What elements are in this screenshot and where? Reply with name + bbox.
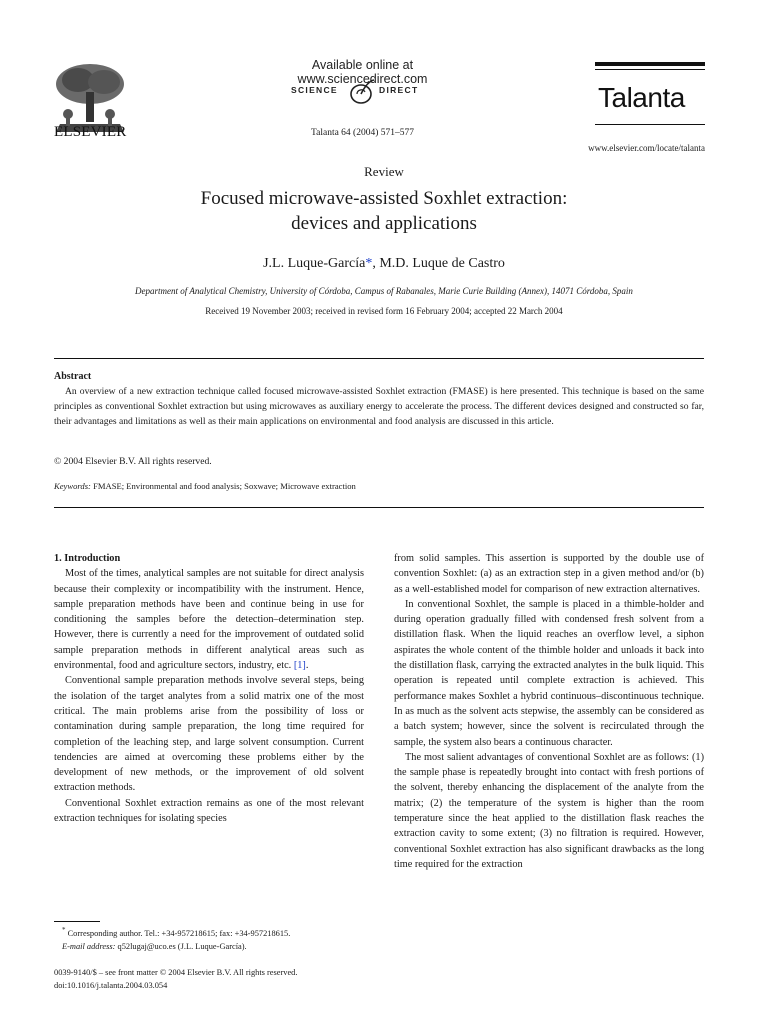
- journal-citation: Talanta 64 (2004) 571–577: [310, 128, 415, 138]
- paragraph-text-end: .: [305, 660, 309, 672]
- journal-rule-thick: [595, 62, 705, 66]
- paragraph: from solid samples. This assertion is supported by the double use of convention Soxhlet: (a) as an extraction step in a given method and/or (b) as a well-established model for comparison of new extraction alternatives.: [394, 553, 704, 595]
- abstract-heading: Abstract: [54, 371, 92, 382]
- received-dates: Received 19 November 2003; received in revised form 16 February 2004; accepted 22 March 2004: [205, 306, 563, 316]
- author-list: [0, 256, 768, 272]
- author-2: , M.D. Luque de Castro: [372, 256, 505, 271]
- title-line-1: Focused microwave-assisted Soxhlet extraction:: [200, 188, 568, 209]
- body-column-right: [394, 551, 704, 872]
- abstract-text: An overview of a new extraction technique called focused microwave-assisted Soxhlet extraction (FMASE) is here presented. This technique is based on the same principles as conventional Soxhlet extraction but using microwaves as auxiliary energy to accelerate the process. The different devices designed and constructed so far, their advantages and limitations as well as their main applications on environmental and food analysis are discussed in this article.: [54, 386, 704, 427]
- keywords-list: FMASE; Environmental and food analysis; Soxwave; Microwave extraction: [90, 481, 356, 491]
- corresponding-author-mark[interactable]: *: [365, 256, 373, 271]
- title-line-2: devices and applications: [291, 213, 477, 234]
- sciencedirect-logo[interactable]: [255, 78, 470, 106]
- available-online-text[interactable]: Available online at www.sciencedirect.com: [297, 58, 428, 86]
- sciencedirect-left-word: SCIENCE: [291, 85, 338, 95]
- journal-rule-bottom: [595, 124, 705, 125]
- doi-line[interactable]: doi:10.1016/j.talanta.2004.03.054: [54, 981, 168, 990]
- issn-line: 0039-9140/$ – see front matter © 2004 Elsevier B.V. All rights reserved.: [54, 968, 298, 977]
- article-title: [84, 186, 684, 236]
- page-footer: [54, 966, 384, 992]
- footnote-rule: [54, 921, 100, 922]
- section-heading-introduction: 1. Introduction: [54, 553, 121, 564]
- abstract-copyright: © 2004 Elsevier B.V. All rights reserved.: [54, 456, 212, 467]
- paragraph-text: Most of the times, analytical samples are not suitable for direct analysis because their complexity or incompatibility with the instrument. Hence, sample preparation methods have been and continue being in use for conditioning the samples before the detection–determination step. However, there is currently a need for the improvement of outdated solid sample preparation methods in different analytical areas such as environmental, food and agriculture sectors, industry, etc.: [54, 568, 364, 672]
- affiliation: Department of Analytical Chemistry, University of Córdoba, Campus of Rabanales, Marie Curie Building (Annex), 14071 Córdoba, Spain: [135, 286, 633, 296]
- author-1: J.L. Luque-García: [263, 256, 366, 271]
- reference-link-1[interactable]: [1]: [293, 660, 306, 672]
- article-type: Review: [364, 164, 404, 179]
- abstract-bottom-rule: [54, 507, 704, 508]
- keywords-label: Keywords:: [54, 481, 91, 491]
- paragraph: Conventional Soxhlet extraction remains as one of the most relevant extraction techniques for isolating species: [54, 797, 364, 825]
- paragraph: The most salient advantages of conventional Soxhlet are as follows: (1) the sample phase is repeatedly brought into contact with fresh portions of the solvent, thereby enhancing the displacement of the analyte from the matrix; (2) the temperature of the system is higher than the room temperature since the heat applied to the distillation flask reaches the extraction cavity to some extent; (3) no filtration is required. However, conventional Soxhlet extraction has also significant drawbacks as the long time required for the extraction: [394, 751, 704, 870]
- journal-rule-thin: [595, 69, 705, 70]
- email-address[interactable]: q52lugaj@uco.es (J.L. Luque-García).: [115, 941, 247, 951]
- abstract-top-rule: [54, 358, 704, 359]
- footnote-mark: *: [62, 926, 66, 934]
- paragraph: In conventional Soxhlet, the sample is placed in a thimble-holder and during operation gradually filled with condensed fresh solvent from a distillation flask. When the liquid reaches an overflow level, a siphon aspirates the whole content of the thimble holder and unloads it back into the distillation flask, carrying the extracted analytes in the bulk liquid. This operation is repeated until complete extraction is achieved. This performance makes Soxhlet a hybrid continuous–discontinuous technique. In as much as the solvent acts stepwise, the assembly can be considered as a batch system; however, since the solvent is recirculated through the sample, the system also bears a continuous character.: [394, 598, 704, 748]
- body-column-left: [54, 551, 364, 826]
- journal-name: Talanta: [598, 82, 685, 113]
- sciencedirect-d-icon: [347, 78, 377, 106]
- footnote-corresponding: Corresponding author. Tel.: +34-957218615; fax: +34-957218615.: [65, 928, 291, 938]
- sciencedirect-right-word: DIRECT: [379, 85, 419, 95]
- publisher-name: ELSEVIER: [54, 124, 127, 140]
- keywords: [54, 481, 356, 491]
- footnote: [54, 924, 382, 953]
- paragraph: [54, 566, 364, 673]
- journal-url-link[interactable]: www.elsevier.com/locate/talanta: [588, 143, 705, 153]
- email-label: E-mail address:: [62, 941, 116, 951]
- paragraph: Conventional sample preparation methods involve several steps, being the isolation of the target analytes from a solid matrix one of the most critical. The main problems arise from the possibility of loss or contamination during sample preparation, the long time required for completion of the leaching step, and large solvent consumption. Current tendencies are aimed at overcoming these problems either by the development of new methods, or the improvement of old solvent extraction methods.: [54, 675, 364, 794]
